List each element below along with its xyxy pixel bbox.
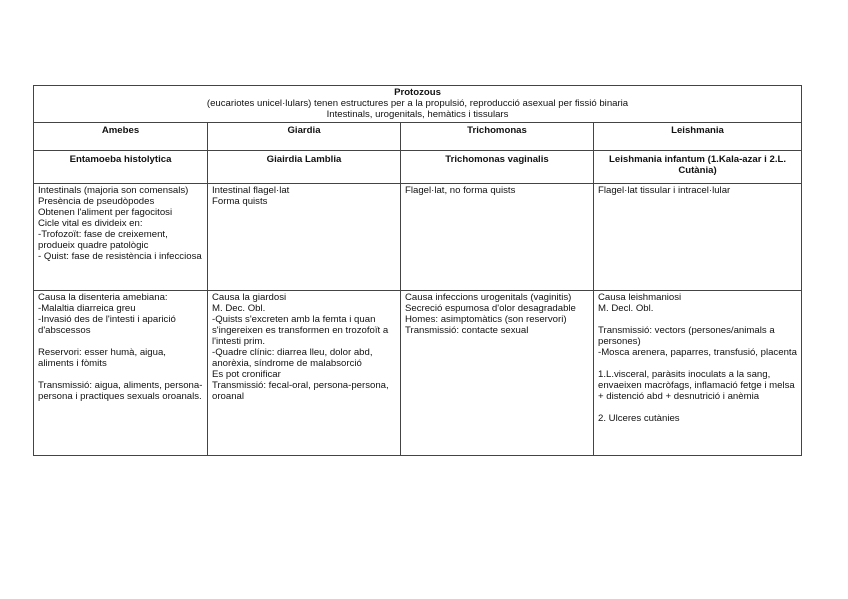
characteristics-leishmania: [594, 184, 802, 291]
pathology-giardia: [208, 291, 401, 456]
cell-line: Transmissió: aigua, aliments, persona-persona i practiques sexuals oroanals.: [38, 380, 203, 402]
cell-line: M. Decl. Obl.: [598, 303, 654, 314]
cell-line: Causa la disenteria amebiana:: [38, 292, 168, 303]
cell-line: -Malaltia diarreica greu: [38, 303, 136, 314]
species-trichomonas: Trichomonas vaginalis: [401, 151, 594, 184]
cell-line: Flagel·lat tissular i intracel·lular: [598, 185, 731, 196]
species-leishmania: Leishmania infantum (1.Kala-azar i 2.L. Cutània): [594, 151, 802, 184]
cell-line: Reservori: esser humà, aigua, aliments i fòmits: [38, 347, 169, 369]
cell-line: Causa la giardosi: [212, 292, 287, 303]
cell-line: -Quists s'excreten amb la femta i quan s'ingereixen es transformen en trozofoït a l'intesti prim.: [212, 314, 391, 347]
cell-line: 2. Ulceres cutànies: [598, 413, 680, 424]
column-header-trichomonas: Trichomonas: [401, 123, 594, 151]
cell-line: Transmissió: fecal-oral, persona-persona, oroanal: [212, 380, 392, 402]
cell-line: Intestinal flagel·lat: [212, 185, 290, 196]
protozoa-table: [33, 85, 802, 456]
cell-line: Transmissió: contacte sexual: [405, 325, 529, 336]
characteristics-amebes: [34, 184, 208, 291]
cell-line: Transmissió: vectors (persones/animals a persones): [598, 325, 778, 347]
cell-line: M. Dec. Obl.: [212, 303, 266, 314]
table-subtitle-2: Intestinals, urogenitals, hemàtics i tissulars: [326, 109, 509, 120]
cell-line: Homes: asimptomàtics (son reservori): [405, 314, 567, 325]
cell-line: Secreció espumosa d'olor desagradable: [405, 303, 576, 314]
cell-line: [38, 336, 203, 347]
table-title: Protozous: [394, 87, 441, 98]
cell-line: Intestinals (majoria son comensals): [38, 185, 189, 196]
cell-line: 1.L.visceral, paràsits inoculats a la sang, envaeixen macròfags, inflamació fetge i melsa + distenció abd + desnutrició i anèmia: [598, 369, 798, 402]
cell-line: Forma quists: [212, 196, 268, 207]
cell-line: Causa leishmaniosi: [598, 292, 682, 303]
column-header-leishmania: Leishmania: [594, 123, 802, 151]
cell-line: -Invasió des de l'intesti i aparició d'abscessos: [38, 314, 179, 336]
pathology-amebes: [34, 291, 208, 456]
cell-line: Cicle vital es divideix en:: [38, 218, 143, 229]
cell-line: [598, 358, 797, 369]
column-header-giardia: Giardia: [208, 123, 401, 151]
column-header-amebes: Amebes: [34, 123, 208, 151]
cell-line: Flagel·lat, no forma quists: [405, 185, 516, 196]
species-amebes: Entamoeba histolytica: [34, 151, 208, 184]
cell-line: -Quadre clínic: diarrea lleu, dolor abd, anorèxia, síndrome de malabsorció: [212, 347, 376, 369]
cell-line: Presència de pseudòpodes: [38, 196, 155, 207]
cell-line: -Mosca arenera, paparres, transfusió, placenta: [598, 347, 797, 358]
table-subtitle: (eucariotes unicel·lulars) tenen estructures per a la propulsió, reproducció asexual per fissió binaria: [206, 98, 629, 109]
table-header: [34, 86, 802, 123]
cell-line: Obtenen l'aliment per fagocitosi: [38, 207, 173, 218]
characteristics-trichomonas: [401, 184, 594, 291]
cell-line: [598, 314, 797, 325]
characteristics-giardia: [208, 184, 401, 291]
cell-line: Causa infeccions urogenitals (vaginitis): [405, 292, 572, 303]
cell-line: [38, 369, 203, 380]
cell-line: -Trofozoït: fase de creixement, produeix quadre patològic: [38, 229, 171, 251]
cell-line: [598, 402, 797, 413]
pathology-leishmania: [594, 291, 802, 456]
cell-line: - Quist: fase de resistència i infecciosa: [38, 251, 202, 262]
pathology-trichomonas: [401, 291, 594, 456]
species-giardia: Giairdia Lamblia: [208, 151, 401, 184]
cell-line: Es pot cronificar: [212, 369, 281, 380]
